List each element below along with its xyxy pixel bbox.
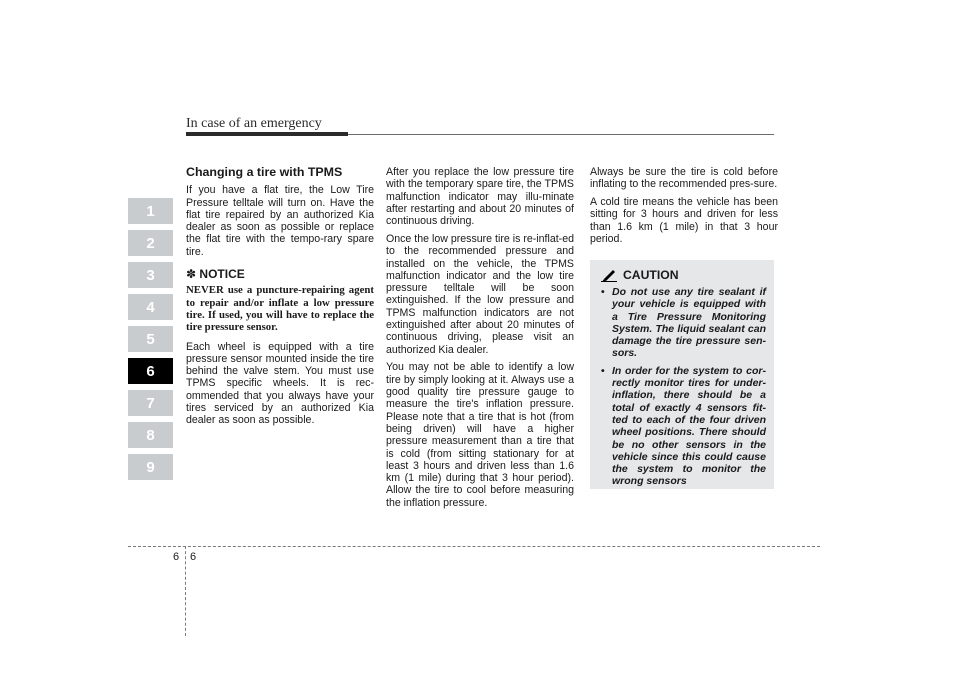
chapter-tab-4[interactable]: 4 xyxy=(128,294,173,320)
header-rule-thick xyxy=(186,132,348,136)
caution-box xyxy=(590,260,774,489)
caution-list xyxy=(598,286,766,488)
notice-heading xyxy=(186,268,374,280)
footer-divider xyxy=(128,546,820,547)
paragraph-reinflate: Once the low pressure tire is re-inflat-ed to the recommended pressure and installed on the vehicle, the TPMS malfunction indicator and the low tire pressure telltale will be soon extinguished. If the low pressure and TPMS malfunction indicators are not extinguished after about 20 minutes of continuous driving, please visit an authorized Kia dealer. xyxy=(386,232,574,356)
chapter-tab-5[interactable]: 5 xyxy=(128,326,173,352)
pencil-icon xyxy=(601,268,617,282)
chapter-tab-7[interactable]: 7 xyxy=(128,390,173,416)
section-title: Changing a tire with TPMS xyxy=(186,165,343,179)
notice-body: NEVER use a puncture-repairing agent to repair and/or inflate a low pressure tire. If used, you will have to replace the tire pressure sensor. xyxy=(186,284,374,334)
notice-mark-icon: ✽ xyxy=(186,267,197,282)
chapter-tab-6[interactable]: 6 xyxy=(128,358,173,384)
paragraph-cold-tire: Always be sure the tire is cold before inflating to the recommended pres-sure. xyxy=(590,166,778,191)
chapter-tab-1[interactable]: 1 xyxy=(128,198,173,224)
caution-title: CAUTION xyxy=(623,268,679,282)
section-header-title: In case of an emergency xyxy=(186,116,322,131)
header-rule-thin xyxy=(348,134,774,135)
caution-item-sensors: • In order for the system to cor-rectly monitor tires for under-inflation, there should be a total of exactly 4 sensors fit-ted to each of the four driven wheel positions. There should be no other sensors in the vehicle since this could cause the system to monitor the wrong sensors xyxy=(598,365,766,488)
paragraph-spare-tire: After you replace the low pressure tire with the temporary spare tire, the TPMS malfunction indicator may illu-minate after restarting and about 20 minutes of continuous driving. xyxy=(386,166,574,228)
page-number: 6 xyxy=(190,551,197,563)
paragraph-cold-definition: A cold tire means the vehicle has been sitting for 3 hours and driven for less than 1.6 km (1 mile) in that 3 hour period. xyxy=(590,196,778,245)
paragraph-flat-tire: If you have a flat tire, the Low Tire Pressure telltale will turn on. Have the flat tire repaired by an authorized Kia dealer as soon as possible or replace the flat tire with the tempo-rary spare tire. xyxy=(186,184,374,258)
notice-title: NOTICE xyxy=(199,267,245,282)
page-chapter-number: 6 xyxy=(173,551,180,563)
chapter-tab-2[interactable]: 2 xyxy=(128,230,173,256)
footer-page-divider xyxy=(185,546,186,636)
chapter-tab-3[interactable]: 3 xyxy=(128,262,173,288)
column-right xyxy=(590,166,778,251)
chapter-tab-8[interactable]: 8 xyxy=(128,422,173,448)
chapter-tab-9[interactable]: 9 xyxy=(128,454,173,480)
paragraph-pressure-gauge: You may not be able to identify a low tire by simply looking at it. Always use a good quality tire pressure gauge to measure the tire's inflation pressure. Please note that a tire that is hot (from being driven) will have a higher pressure measurement than a tire that is cold (from sitting stationary for at least 3 hours and driven less than 1.6 km (1 mile) during that 3 hour period). Allow the tire to cool before measuring the inflation pressure. xyxy=(386,361,574,509)
caution-heading xyxy=(601,268,766,282)
caution-item-sealant: • Do not use any tire sealant if your vehicle is equipped with a Tire Pressure Monitoring System. The liquid sealant can damage the tire pressure sen-sors. xyxy=(598,286,766,360)
column-middle xyxy=(386,166,574,515)
column-left xyxy=(186,166,374,432)
paragraph-sensor: Each wheel is equipped with a tire pressure sensor mounted inside the tire behind the valve stem. You must use TPMS specific wheels. It is rec-ommended that you always have your tires serviced by an authorized Kia dealer as soon as possible. xyxy=(186,340,374,427)
